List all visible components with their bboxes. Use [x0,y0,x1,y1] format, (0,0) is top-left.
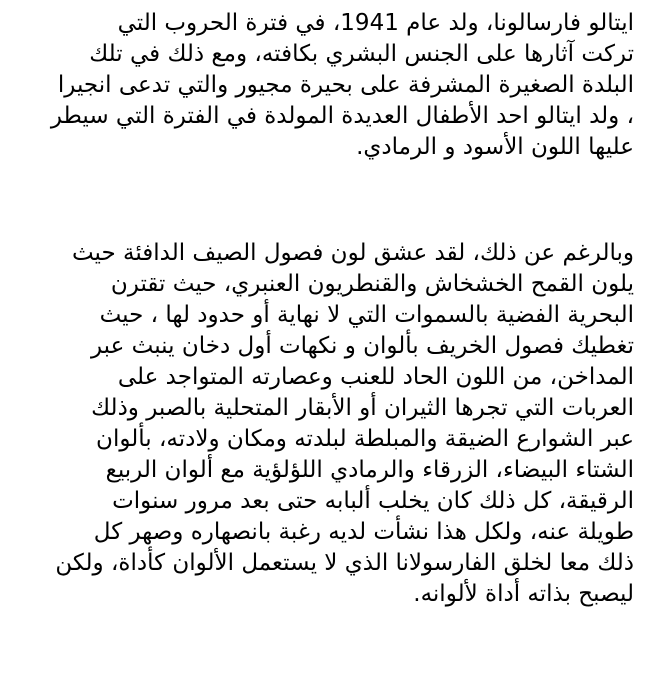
paragraph-line: وبالرغم عن ذلك، لقد عشق لون فصول الصيف الدافئة حيث [71,240,634,266]
paragraph-line: تغطيك فصول الخريف بألوان و نكهات أول دخان ينبث عبر [90,333,634,359]
paragraph-line: الرقيقة، كل ذلك كان يخلب ألبابه حتى بعد مرور سنوات [112,488,634,514]
paragraph-line: يلون القمح الخشخاش والقنطريون العنبري، حيث تقترن [110,271,634,297]
paragraph-line: ايتالو فارسالونا، ولد عام 1941، في فترة الحروب التي [117,10,634,36]
paragraph-line: عبر الشوارع الضيقة والمبلطة لبلدته ومكان ولادته، بألوان [96,426,634,452]
paragraph-line: البحرية الفضية بالسموات التي لا نهاية أو حدود لها ، حيث [99,302,634,328]
paragraph-line: ، ولد ايتالو احد الأطفال العديدة المولدة في الفترة التي سيطر [50,103,634,129]
paragraph-line: عليها اللون الأسود و الرمادي. [356,134,634,160]
paragraph-line: البلدة الصغيرة المشرفة على بحيرة مجيور والتي تدعى انجيرا [57,72,634,98]
paragraph-line: طويلة عنه، ولكل هذا نشأت لديه رغبة بانصهاره وصهر كل [93,519,634,545]
paragraph-line: ليصبح بذاته أداة لألوانه. [413,581,634,607]
paragraph-1 [12,8,634,163]
paragraph-line: ذلك معا لخلق الفارسولانا الذي لا يستعمل الألوان كأداة، ولكن [55,550,634,576]
paragraph-line: المداخن، من اللون الحاد للعنب وعصارته المتواجد على [117,364,634,390]
paragraph-line: تركت آثارها على الجنس البشري بكافته، ومع ذلك في تلك [89,41,634,67]
paragraph-2 [12,238,634,610]
paragraph-line: العربات التي تجرها الثيران أو الأبقار المتحلية بالصبر وذلك [91,395,634,421]
paragraph-line: الشتاء البيضاء، الزرقاء والرمادي اللؤلؤية مع ألوان الربيع [105,457,634,483]
